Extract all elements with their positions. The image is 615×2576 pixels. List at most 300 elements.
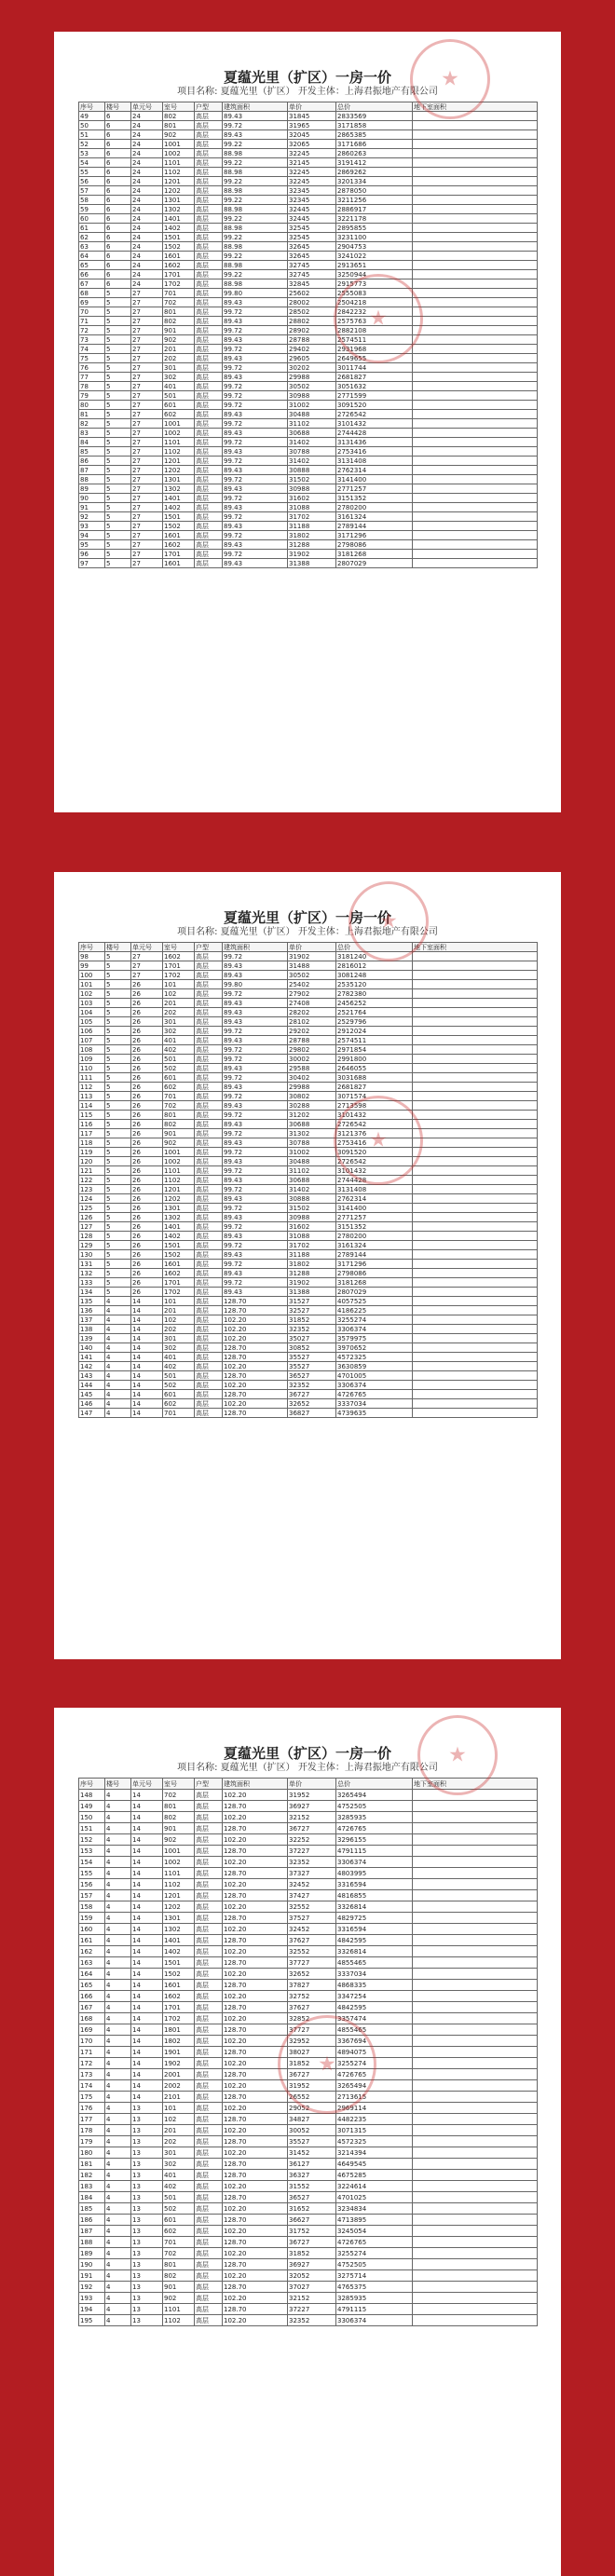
column-header-building: 楼号 [105, 1779, 131, 1790]
cell-basement-area [413, 484, 538, 494]
cell-total-price: 2782380 [336, 989, 413, 999]
cell-building: 5 [105, 1241, 131, 1250]
cell-type: 高层 [195, 2013, 223, 2024]
cell-area: 89.43 [223, 540, 288, 550]
cell-type: 高层 [195, 1176, 223, 1185]
cell-total-price: 3357474 [336, 2013, 413, 2024]
cell-room: 602 [163, 2226, 195, 2237]
cell-unit: 24 [131, 279, 163, 289]
table-row [79, 1801, 538, 1812]
cell-type: 高层 [195, 130, 223, 140]
cell-unit-price: 36727 [288, 1390, 336, 1399]
cell-area: 102.20 [223, 1362, 288, 1371]
cell-seq: 60 [79, 214, 105, 224]
cell-building: 4 [105, 2002, 131, 2013]
table-row [79, 1297, 538, 1306]
cell-area: 99.80 [223, 980, 288, 989]
cell-unit: 26 [131, 1194, 163, 1204]
cell-basement-area [413, 196, 538, 205]
cell-room: 401 [163, 1036, 195, 1045]
cell-building: 6 [105, 196, 131, 205]
cell-total-price: 3255274 [336, 2248, 413, 2259]
cell-room: 201 [163, 345, 195, 354]
cell-total-price: 3326814 [336, 1946, 413, 1957]
table-row [79, 335, 538, 345]
cell-unit-price: 32552 [288, 1901, 336, 1913]
cell-room: 502 [163, 1381, 195, 1390]
column-header-type: 户型 [195, 943, 223, 952]
cell-seq: 51 [79, 130, 105, 140]
cell-unit: 13 [131, 2192, 163, 2203]
cell-room: 1501 [163, 1241, 195, 1250]
cell-basement-area [413, 1901, 538, 1913]
cell-total-price: 4868335 [336, 1980, 413, 1991]
cell-basement-area [413, 1913, 538, 1924]
cell-room: 1401 [163, 1222, 195, 1232]
cell-total-price: 3091520 [336, 1148, 413, 1157]
cell-room: 801 [163, 2259, 195, 2270]
cell-room: 902 [163, 1138, 195, 1148]
cell-room: 1702 [163, 2013, 195, 2024]
cell-seq: 58 [79, 196, 105, 205]
cell-total-price: 3250944 [336, 270, 413, 279]
cell-total-price: 3121376 [336, 1129, 413, 1138]
cell-unit-price: 28788 [288, 335, 336, 345]
table-row [79, 1157, 538, 1166]
cell-room: 401 [163, 2170, 195, 2181]
cell-basement-area [413, 214, 538, 224]
column-header-total-price: 总价 [336, 102, 413, 112]
cell-unit: 27 [131, 363, 163, 373]
cell-building: 5 [105, 1222, 131, 1232]
cell-basement-area [413, 335, 538, 345]
cell-type: 高层 [195, 971, 223, 980]
cell-type: 高层 [195, 2092, 223, 2103]
table-row [79, 1371, 538, 1381]
cell-total-price: 3151352 [336, 1222, 413, 1232]
cell-total-price: 2807029 [336, 559, 413, 568]
cell-basement-area [413, 2047, 538, 2058]
table-row [79, 1260, 538, 1269]
cell-unit-price: 32852 [288, 2013, 336, 2024]
cell-total-price: 3245054 [336, 2226, 413, 2237]
cell-area: 99.22 [223, 177, 288, 186]
cell-building: 5 [105, 952, 131, 961]
table-row [79, 1991, 538, 2002]
cell-seq: 118 [79, 1138, 105, 1148]
cell-unit: 27 [131, 475, 163, 484]
cell-type: 高层 [195, 1801, 223, 1812]
cell-room: 1102 [163, 168, 195, 177]
table-row [79, 2047, 538, 2058]
cell-unit: 26 [131, 1045, 163, 1055]
table-row [79, 1017, 538, 1027]
cell-unit: 26 [131, 1129, 163, 1138]
cell-unit-price: 30802 [288, 1092, 336, 1101]
cell-unit-price: 32352 [288, 1381, 336, 1390]
cell-type: 高层 [195, 559, 223, 568]
sheet-title: 夏蕴光里（扩区）一房一价 [223, 1745, 391, 1762]
cell-unit: 27 [131, 531, 163, 540]
cell-building: 4 [105, 2215, 131, 2226]
cell-seq: 120 [79, 1157, 105, 1166]
cell-room: 2001 [163, 2069, 195, 2080]
cell-unit-price: 31852 [288, 2058, 336, 2069]
cell-type: 高层 [195, 1194, 223, 1204]
table-row [79, 1278, 538, 1288]
table-row [79, 952, 538, 961]
cell-area: 89.43 [223, 447, 288, 457]
cell-unit: 27 [131, 503, 163, 512]
cell-unit: 27 [131, 559, 163, 568]
cell-room: 202 [163, 1008, 195, 1017]
cell-total-price: 3234834 [336, 2203, 413, 2215]
cell-building: 5 [105, 289, 131, 298]
cell-total-price: 4186225 [336, 1306, 413, 1315]
cell-total-price: 3131436 [336, 438, 413, 447]
cell-unit-price: 32652 [288, 1399, 336, 1409]
cell-total-price: 2842232 [336, 307, 413, 317]
cell-unit: 13 [131, 2181, 163, 2192]
cell-total-price: 4829725 [336, 1913, 413, 1924]
cell-seq: 111 [79, 1073, 105, 1083]
cell-unit: 14 [131, 2036, 163, 2047]
cell-seq: 167 [79, 2002, 105, 2013]
cell-type: 高层 [195, 475, 223, 484]
cell-type: 高层 [195, 363, 223, 373]
cell-seq: 89 [79, 484, 105, 494]
cell-room: 1001 [163, 140, 195, 149]
cell-area: 102.20 [223, 1857, 288, 1868]
cell-unit-price: 31402 [288, 438, 336, 447]
cell-area: 89.43 [223, 1176, 288, 1185]
cell-building: 4 [105, 2293, 131, 2304]
cell-unit-price: 36727 [288, 1823, 336, 1834]
cell-unit: 14 [131, 1381, 163, 1390]
cell-building: 5 [105, 298, 131, 307]
cell-area: 88.98 [223, 224, 288, 233]
cell-basement-area [413, 1381, 538, 1390]
cell-total-price: 3255274 [336, 1315, 413, 1325]
cell-total-price: 3306374 [336, 1325, 413, 1334]
cell-building: 4 [105, 2203, 131, 2215]
cell-type: 高层 [195, 1890, 223, 1901]
cell-unit: 24 [131, 186, 163, 196]
table-row [79, 121, 538, 130]
cell-area: 89.43 [223, 429, 288, 438]
cell-basement-area [413, 1334, 538, 1343]
table-row [79, 1288, 538, 1297]
cell-basement-area [413, 2170, 538, 2181]
cell-type: 高层 [195, 989, 223, 999]
cell-seq: 68 [79, 289, 105, 298]
cell-unit: 27 [131, 391, 163, 401]
cell-seq: 170 [79, 2036, 105, 2047]
cell-room: 1601 [163, 531, 195, 540]
cell-room: 1902 [163, 2058, 195, 2069]
cell-building: 5 [105, 475, 131, 484]
cell-room: 802 [163, 1812, 195, 1823]
cell-basement-area [413, 2069, 538, 2080]
cell-seq: 194 [79, 2304, 105, 2315]
cell-area: 99.72 [223, 121, 288, 130]
cell-basement-area [413, 1343, 538, 1353]
table-row [79, 1073, 538, 1083]
cell-room: 1402 [163, 1232, 195, 1241]
cell-unit: 14 [131, 1790, 163, 1801]
cell-unit: 27 [131, 298, 163, 307]
cell-area: 89.43 [223, 1101, 288, 1111]
cell-area: 128.70 [223, 2114, 288, 2125]
cell-building: 6 [105, 168, 131, 177]
table-row [79, 1913, 538, 1924]
cell-type: 高层 [195, 2181, 223, 2192]
cell-total-price: 4791115 [336, 2304, 413, 2315]
cell-basement-area [413, 1812, 538, 1823]
cell-building: 5 [105, 1101, 131, 1111]
cell-building: 5 [105, 1129, 131, 1138]
cell-unit: 14 [131, 1362, 163, 1371]
cell-room: 1502 [163, 1250, 195, 1260]
cell-seq: 134 [79, 1288, 105, 1297]
table-row [79, 391, 538, 401]
cell-total-price: 4701025 [336, 2192, 413, 2203]
cell-building: 5 [105, 1045, 131, 1055]
column-header-type: 户型 [195, 1779, 223, 1790]
table-row [79, 1055, 538, 1064]
column-header-seq: 序号 [79, 1779, 105, 1790]
cell-area: 128.70 [223, 1823, 288, 1834]
cell-unit: 13 [131, 2237, 163, 2248]
cell-building: 5 [105, 1148, 131, 1157]
cell-unit: 26 [131, 1120, 163, 1129]
cell-type: 高层 [195, 2170, 223, 2181]
cell-type: 高层 [195, 952, 223, 961]
cell-unit-price: 30288 [288, 1101, 336, 1111]
cell-room: 202 [163, 354, 195, 363]
cell-unit-price: 36927 [288, 1801, 336, 1812]
cell-room: 1401 [163, 494, 195, 503]
cell-area: 102.20 [223, 1334, 288, 1343]
cell-building: 4 [105, 1846, 131, 1857]
cell-basement-area [413, 429, 538, 438]
cell-basement-area [413, 971, 538, 980]
table-row [79, 1213, 538, 1222]
cell-unit: 14 [131, 1846, 163, 1857]
cell-type: 高层 [195, 1362, 223, 1371]
cell-seq: 75 [79, 354, 105, 363]
cell-unit-price: 31188 [288, 1250, 336, 1260]
cell-building: 6 [105, 252, 131, 261]
cell-room: 1002 [163, 429, 195, 438]
cell-seq: 114 [79, 1101, 105, 1111]
cell-basement-area [413, 2304, 538, 2315]
cell-area: 99.72 [223, 345, 288, 354]
cell-seq: 143 [79, 1371, 105, 1381]
cell-unit-price: 29052 [288, 2103, 336, 2114]
cell-total-price: 3151352 [336, 494, 413, 503]
cell-unit-price: 36927 [288, 2259, 336, 2270]
cell-seq: 124 [79, 1194, 105, 1204]
cell-unit: 13 [131, 2270, 163, 2282]
cell-room: 302 [163, 373, 195, 382]
cell-building: 4 [105, 1801, 131, 1812]
table-row [79, 1343, 538, 1353]
cell-seq: 112 [79, 1083, 105, 1092]
cell-area: 128.70 [223, 1297, 288, 1306]
cell-total-price: 2744428 [336, 1176, 413, 1185]
table-row [79, 475, 538, 484]
cell-building: 4 [105, 2270, 131, 2282]
column-header-unit: 单元号 [131, 102, 163, 112]
cell-total-price: 3241022 [336, 252, 413, 261]
cell-room: 1102 [163, 1176, 195, 1185]
cell-unit: 26 [131, 1083, 163, 1092]
cell-area: 89.43 [223, 112, 288, 121]
cell-room: 1101 [163, 1166, 195, 1176]
cell-unit-price: 29402 [288, 345, 336, 354]
table-row [79, 1306, 538, 1315]
cell-basement-area [413, 1213, 538, 1222]
cell-room: 1202 [163, 186, 195, 196]
table-row [79, 2259, 538, 2270]
cell-unit: 27 [131, 419, 163, 429]
cell-unit: 27 [131, 382, 163, 391]
cell-area: 99.72 [223, 1260, 288, 1269]
cell-unit: 27 [131, 961, 163, 971]
cell-basement-area [413, 1073, 538, 1083]
cell-seq: 135 [79, 1297, 105, 1306]
cell-unit: 26 [131, 980, 163, 989]
cell-unit-price: 32745 [288, 270, 336, 279]
cell-total-price: 3224614 [336, 2181, 413, 2192]
cell-type: 高层 [195, 112, 223, 121]
cell-basement-area [413, 1194, 538, 1204]
cell-total-price: 2529796 [336, 1017, 413, 1027]
cell-seq: 152 [79, 1834, 105, 1846]
cell-building: 5 [105, 307, 131, 317]
cell-total-price: 2535120 [336, 980, 413, 989]
cell-total-price: 3141400 [336, 475, 413, 484]
cell-total-price: 3181268 [336, 1278, 413, 1288]
table-row [79, 559, 538, 568]
cell-room: 601 [163, 2215, 195, 2226]
cell-room: 402 [163, 1045, 195, 1055]
table-row [79, 242, 538, 252]
cell-unit-price: 31388 [288, 559, 336, 568]
cell-area: 128.70 [223, 1409, 288, 1418]
table-row [79, 289, 538, 298]
cell-room: 1601 [163, 1260, 195, 1269]
cell-unit-price: 28788 [288, 1036, 336, 1045]
cell-area: 89.43 [223, 1213, 288, 1222]
cell-unit-price: 31452 [288, 2147, 336, 2159]
cell-basement-area [413, 1278, 538, 1288]
table-row [79, 2282, 538, 2293]
cell-basement-area [413, 447, 538, 457]
cell-unit-price: 37727 [288, 2024, 336, 2036]
cell-basement-area [413, 457, 538, 466]
source-watermark: 搜狐号@搜狐焦点福州房产 [401, 2553, 536, 2566]
cell-room: 1201 [163, 1890, 195, 1901]
cell-total-price: 2771599 [336, 391, 413, 401]
cell-area: 99.22 [223, 214, 288, 224]
cell-total-price: 2646055 [336, 1064, 413, 1073]
cell-area: 99.72 [223, 363, 288, 373]
cell-building: 5 [105, 1017, 131, 1027]
cell-basement-area [413, 2259, 538, 2270]
cell-building: 4 [105, 2058, 131, 2069]
cell-type: 高层 [195, 1924, 223, 1935]
cell-total-price: 3171858 [336, 121, 413, 130]
cell-room: 1601 [163, 1980, 195, 1991]
cell-room: 1302 [163, 484, 195, 494]
cell-unit-price: 31602 [288, 1222, 336, 1232]
cell-total-price: 2649655 [336, 354, 413, 363]
cell-room: 1301 [163, 1204, 195, 1213]
table-row [79, 980, 538, 989]
cell-unit: 27 [131, 494, 163, 503]
cell-basement-area [413, 1834, 538, 1846]
cell-building: 4 [105, 1343, 131, 1353]
cell-type: 高层 [195, 1213, 223, 1222]
cell-seq: 98 [79, 952, 105, 961]
cell-basement-area [413, 1250, 538, 1260]
cell-unit: 13 [131, 2136, 163, 2147]
cell-unit: 24 [131, 224, 163, 233]
cell-unit: 27 [131, 484, 163, 494]
price-sheet-3 [54, 1708, 561, 2576]
cell-seq: 169 [79, 2024, 105, 2036]
cell-room: 1502 [163, 522, 195, 531]
cell-unit-price: 30788 [288, 447, 336, 457]
cell-building: 4 [105, 2304, 131, 2315]
table-row [79, 1409, 538, 1418]
cell-building: 4 [105, 1306, 131, 1315]
cell-building: 4 [105, 2248, 131, 2259]
cell-building: 5 [105, 1176, 131, 1185]
cell-unit-price: 32245 [288, 149, 336, 158]
cell-type: 高层 [195, 1868, 223, 1879]
cell-unit: 24 [131, 140, 163, 149]
cell-area: 89.43 [223, 298, 288, 307]
sheet-title: 夏蕴光里（扩区）一房一价 [223, 69, 391, 86]
cell-seq: 79 [79, 391, 105, 401]
cell-type: 高层 [195, 1269, 223, 1278]
cell-basement-area [413, 980, 538, 989]
cell-area: 128.70 [223, 2192, 288, 2203]
cell-type: 高层 [195, 1045, 223, 1055]
table-row [79, 1353, 538, 1362]
cell-unit: 26 [131, 1008, 163, 1017]
cell-seq: 173 [79, 2069, 105, 2080]
cell-seq: 157 [79, 1890, 105, 1901]
cell-area: 88.98 [223, 279, 288, 289]
cell-area: 99.72 [223, 494, 288, 503]
cell-building: 5 [105, 540, 131, 550]
cell-basement-area [413, 401, 538, 410]
cell-room: 1102 [163, 2315, 195, 2326]
cell-basement-area [413, 522, 538, 531]
cell-seq: 195 [79, 2315, 105, 2326]
cell-seq: 185 [79, 2203, 105, 2215]
cell-building: 5 [105, 345, 131, 354]
cell-type: 高层 [195, 2259, 223, 2270]
table-row [79, 1176, 538, 1185]
cell-total-price: 3211256 [336, 196, 413, 205]
cell-unit-price: 26552 [288, 2092, 336, 2103]
cell-room: 1701 [163, 270, 195, 279]
